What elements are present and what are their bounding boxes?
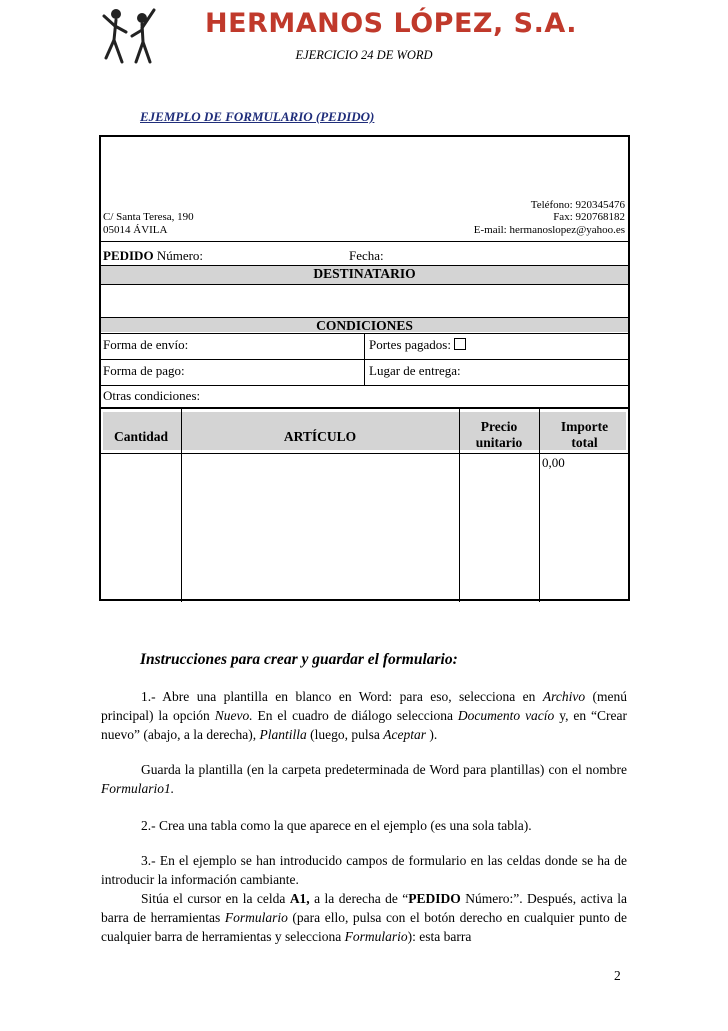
precio-header-2: unitario bbox=[475, 435, 523, 450]
condiciones-header: CONDICIONES bbox=[316, 318, 413, 333]
articulo-header: ARTÍCULO bbox=[283, 429, 357, 444]
importe-header-1: Importe bbox=[560, 419, 609, 434]
importe-header-2: total bbox=[571, 435, 598, 450]
lugar-entrega-label: Lugar de entrega: bbox=[369, 363, 461, 378]
exercise-subtitle: EJERCICIO 24 DE WORD bbox=[295, 48, 433, 62]
cantidad-header: Cantidad bbox=[113, 429, 169, 444]
address-line-1: C/ Santa Teresa, 190 bbox=[103, 211, 194, 223]
destinatario-header: DESTINATARIO bbox=[313, 266, 416, 281]
forma-pago-label: Forma de pago: bbox=[103, 363, 185, 378]
pedido-number-label: PEDIDO Número: bbox=[103, 248, 204, 263]
instruction-paragraph-3: 2.- Crea una tabla como la que aparece en el ejemplo (es una sola tabla). bbox=[141, 818, 532, 833]
portes-checkbox[interactable] bbox=[454, 338, 466, 350]
instruction-paragraph-1: 1.- Abre una plantilla en blanco en Word: para eso, selecciona en Archivo (menú principal) la opción Nuevo. En el cuadro de diálogo selecciona Documento vacío y, en “Crear nuevo” (abajo, a la derecha), Plantilla (luego, pulsa Aceptar ). bbox=[101, 689, 628, 742]
order-form-table bbox=[99, 135, 630, 601]
otras-condiciones-label: Otras condiciones: bbox=[103, 388, 201, 403]
importe-total-value[interactable]: 0,00 bbox=[542, 455, 565, 470]
precio-header-1: Precio bbox=[480, 419, 518, 434]
fecha-label: Fecha: bbox=[349, 248, 384, 263]
instructions-heading: Instrucciones para crear y guardar el formulario: bbox=[140, 651, 458, 668]
address-line-2: 05014 ÁVILA bbox=[103, 224, 168, 236]
instruction-paragraph-5: Sitúa el cursor en la celda A1, a la derecha de “PEDIDO Número:”. Después, activa la barra de herramientas Formulario (para ello, pulsa con el botón derecho en cualquier punto de cualquier barra de herramientas y selecciona Formulario): esta barra bbox=[101, 891, 627, 944]
page-number: 2 bbox=[614, 968, 621, 983]
email-text: E-mail: hermanoslopez@yahoo.es bbox=[473, 224, 625, 236]
form-title: EJEMPLO DE FORMULARIO (PEDIDO) bbox=[140, 109, 375, 124]
fax-text: Fax: 920768182 bbox=[553, 211, 625, 223]
forma-envio-label: Forma de envío: bbox=[103, 337, 189, 352]
instruction-paragraph-4: 3.- En el ejemplo se han introducido campos de formulario en las celdas donde se ha de introducir la información cambiante. bbox=[101, 853, 627, 887]
phone-text: Teléfono: 920345476 bbox=[530, 199, 625, 211]
portes-pagados-label: Portes pagados: bbox=[369, 337, 466, 353]
company-brand: HERMANOS LÓPEZ, S.A. bbox=[205, 8, 578, 39]
instruction-paragraph-2: Guarda la plantilla (en la carpeta predeterminada de Word para plantillas) con el nombre Formulario1. bbox=[101, 762, 627, 796]
